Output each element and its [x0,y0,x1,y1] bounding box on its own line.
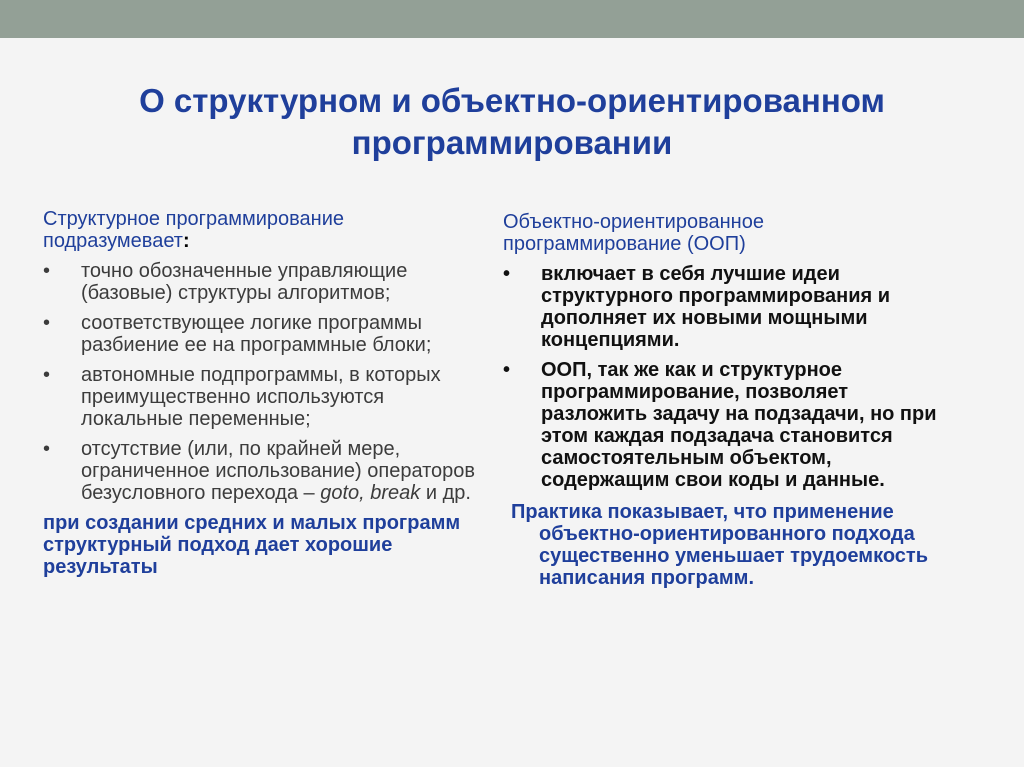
title-line-2: программировании [351,124,673,161]
oop-practice: Практика показывает, что применение объектно-ориентированного подхода существенно уменьшает трудоемкость написания программ. [511,501,928,589]
list-item [503,359,943,491]
list-item [43,260,478,304]
list-item-tail: и др. [420,482,471,504]
list-item [43,312,478,356]
bullet-icon: • [43,312,51,334]
structured-conclusion: при создании средних и малых программ структурный подход дает хорошие результаты [43,512,461,578]
list-item-text: ООП, так же как и структурное программирование, позволяет разложить задачу на подзадачи, но при этом каждая подзадача становится самостоятельным объектом, содержащим свои коды и данные. [541,359,937,491]
structured-list [43,260,478,504]
list-item [43,438,478,504]
structured-column [43,208,478,578]
bullet-icon: • [503,359,511,381]
bullet-icon: • [503,263,511,285]
list-item [503,263,943,351]
oop-list [503,263,943,491]
list-item [43,364,478,430]
list-item-text: включает в себя лучшие идеи структурного программирования и дополняет их новыми мощными концепциями. [541,263,891,351]
title-line-1: О структурном и объектно-ориентированном [139,82,885,119]
top-bar [0,0,1024,38]
bullet-icon: • [43,438,51,460]
structured-heading [43,208,478,252]
list-item-text: автономные подпрограммы, в которых преимущественно используются локальные переменные; [81,364,441,430]
slide-title [0,80,1024,164]
structured-heading-text: Структурное программирование подразумевает [43,208,345,252]
bullet-icon: • [43,260,51,282]
list-item-text: отсутствие (или, по крайней мере, ограниченное использование) операторов безусловного перехода – [81,438,476,504]
list-item-keywords: goto, break [320,482,421,504]
bullet-icon: • [43,364,51,386]
oop-heading: Объектно-ориентированное программирование (ООП) [503,211,764,255]
oop-column [503,211,943,589]
structured-heading-colon: : [182,230,190,252]
list-item-text: точно обозначенные управляющие (базовые) структуры алгоритмов; [81,260,408,304]
list-item-text: соответствующее логике программы разбиение ее на программные блоки; [81,312,432,356]
